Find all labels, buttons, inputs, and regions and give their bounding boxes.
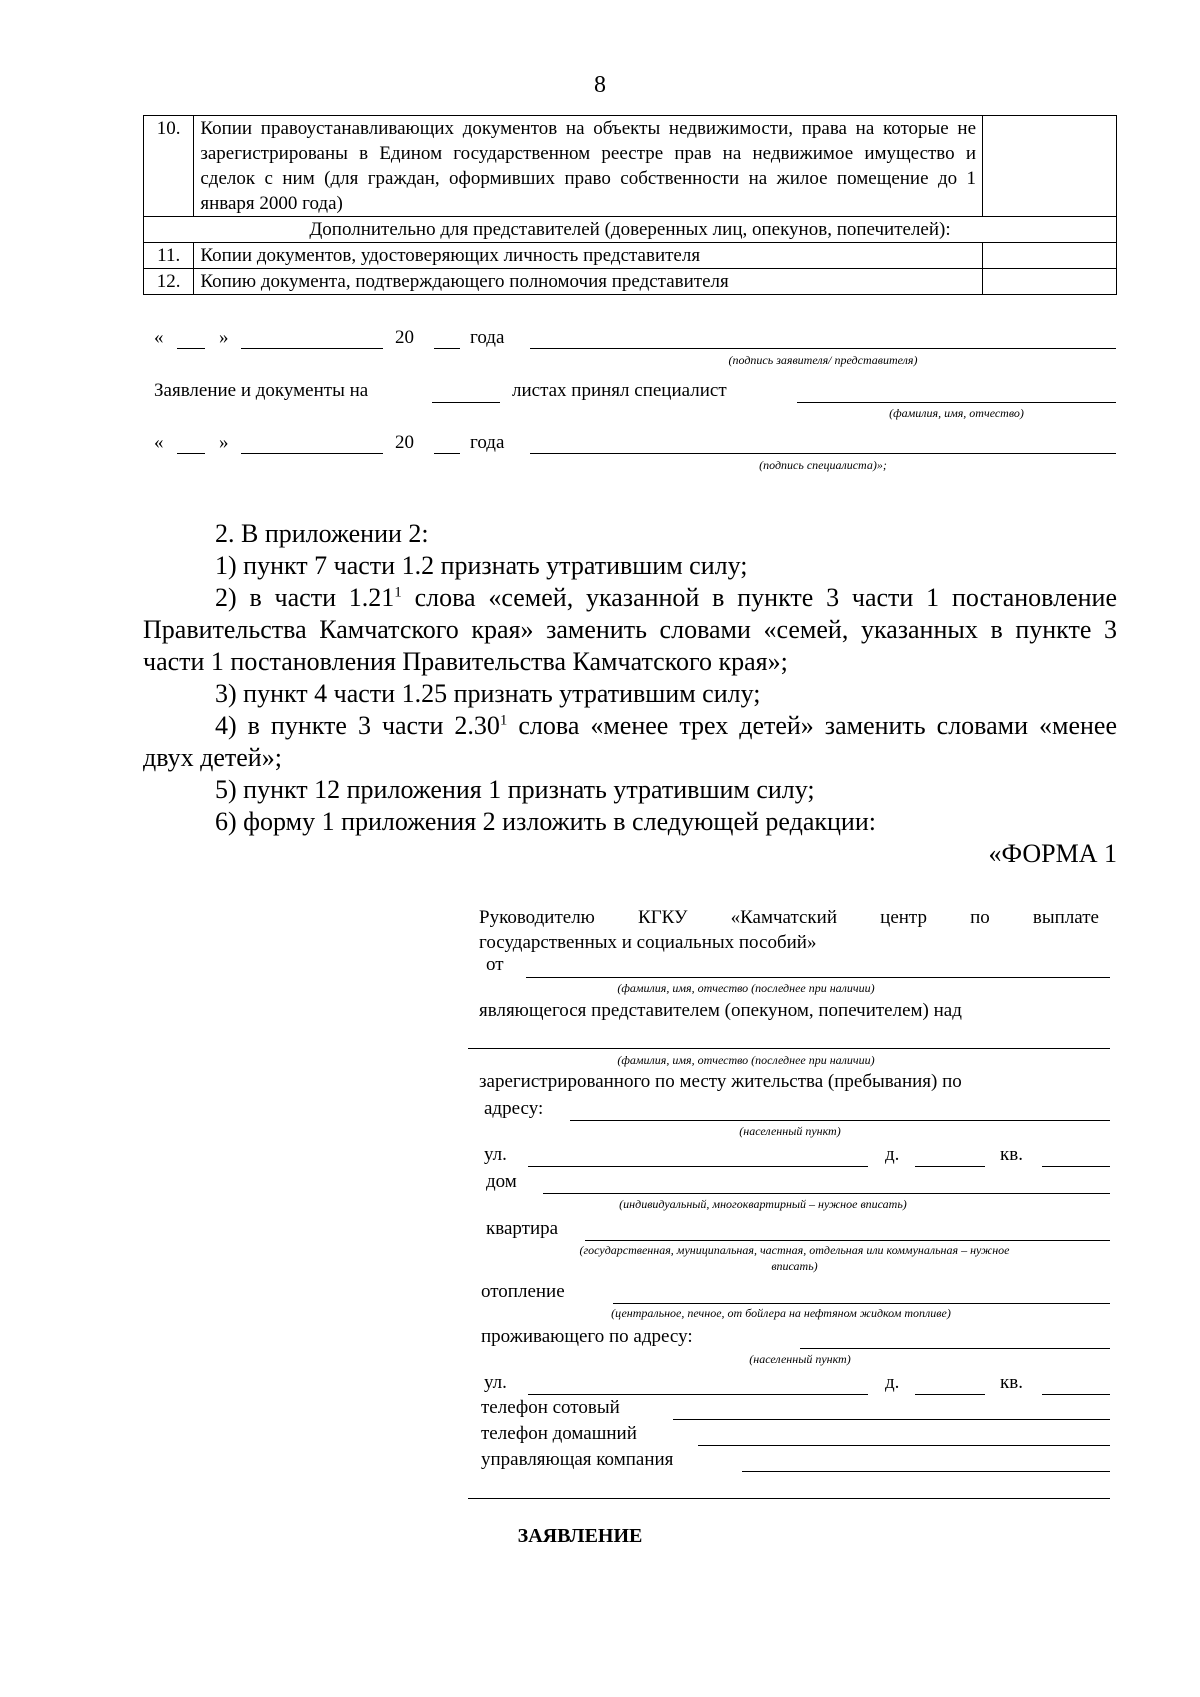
addressee-line: государственных и социальных пособий» [479, 932, 817, 953]
row-number: 10. [144, 116, 194, 217]
table-row [144, 243, 1117, 269]
house-number-label: д. [885, 1144, 900, 1165]
living-at-label: проживающего по адресу: [481, 1326, 693, 1347]
open-quote: « [154, 432, 164, 453]
year-word: года [470, 432, 505, 453]
page-number: 8 [594, 72, 606, 98]
caption-apartment-type: вписать) [771, 1259, 818, 1273]
accepted-text-2: листах принял специалист [512, 380, 727, 401]
row-text: Копии документов, удостоверяющих личность представителя [194, 243, 983, 269]
year-word: года [470, 327, 505, 348]
row-text: Копии правоустанавливающих документов на объекты недвижимости, права на которые не зарегистрированы в Едином государственном реестре прав на недвижимое имущество и сделок с ним (для граждан, оформивших право собственности на жилое помещение до 1 января 2000 года) [194, 116, 983, 217]
row-text: Копию документа, подтверждающего полномочия представителя [194, 269, 983, 295]
home-phone-label: телефон домашний [481, 1423, 637, 1444]
year-prefix: 20 [395, 327, 414, 348]
row-mark-cell [983, 116, 1117, 217]
caption-heating-type: (центральное, печное, от бойлера на нефтяном жидком топливе) [611, 1306, 951, 1320]
house-label: дом [486, 1171, 517, 1192]
close-quote: » [219, 432, 229, 453]
table-section-header [144, 217, 1117, 243]
row-number: 12. [144, 269, 194, 295]
row-number: 11. [144, 243, 194, 269]
registered-label: зарегистрированного по месту жительства (пребывания) по [479, 1071, 962, 1092]
statement-title: ЗАЯВЛЕНИЕ [517, 1525, 643, 1547]
caption-apartment-type: (государственная, муниципальная, частная, отдельная или коммунальная – нужное [579, 1243, 1010, 1257]
paragraph: 2. В приложении 2: [215, 519, 429, 548]
row-mark-cell [983, 243, 1117, 269]
caption-fio: (фамилия, имя, отчество (последнее при наличии) [617, 1053, 875, 1067]
caption-fio: (фамилия, имя, отчество (последнее при наличии) [617, 981, 875, 995]
table-row [144, 116, 1117, 217]
section-header-text: Дополнительно для представителей (доверенных лиц, опекунов, попечителей): [144, 217, 1117, 243]
table-row [144, 269, 1117, 295]
form-label: «ФОРМА 1 [988, 839, 1117, 868]
accepted-text-1: Заявление и документы на [154, 380, 369, 401]
paragraph: 5) пункт 12 приложения 1 признать утратившим силу; [215, 775, 815, 804]
amendment-text [143, 518, 1117, 870]
documents-table [143, 115, 1117, 295]
caption-specialist-signature: (подпись специалиста)»; [759, 458, 887, 472]
open-quote: « [154, 327, 164, 348]
apartment-number-label: кв. [1000, 1372, 1023, 1393]
street-label: ул. [484, 1372, 507, 1393]
form-addressee [479, 905, 1099, 955]
caption-locality: (населенный пункт) [749, 1352, 851, 1366]
caption-house-type: (индивидуальный, многоквартирный – нужное вписать) [619, 1197, 907, 1211]
paragraph: 3) пункт 4 части 1.25 признать утратившим силу; [215, 679, 761, 708]
paragraph: 4) в пункте 3 части 2.30$^1$ слова «менее трех детей» заменить словами «менее двух детей»; [143, 711, 1117, 772]
address-label: адресу: [484, 1098, 544, 1119]
from-label: от [486, 954, 504, 975]
caption-locality: (населенный пункт) [739, 1124, 841, 1138]
representative-label: являющегося представителем (опекуном, попечителем) над [479, 1000, 962, 1021]
paragraph: 6) форму 1 приложения 2 изложить в следующей редакции: [215, 807, 876, 836]
apartment-label: квартира [486, 1218, 559, 1239]
paragraph: 1) пункт 7 части 1.2 признать утратившим силу; [215, 551, 748, 580]
house-number-label: д. [885, 1372, 900, 1393]
street-label: ул. [484, 1144, 507, 1165]
row-mark-cell [983, 269, 1117, 295]
management-company-label: управляющая компания [481, 1449, 674, 1470]
year-prefix: 20 [395, 432, 414, 453]
addressee-line: Руководителю КГКУ «Камчатский центр по выплате [479, 907, 1099, 928]
mobile-phone-label: телефон сотовый [481, 1397, 620, 1418]
caption-applicant-signature: (подпись заявителя/ представителя) [728, 353, 918, 367]
caption-fio: (фамилия, имя, отчество) [889, 406, 1024, 420]
apartment-number-label: кв. [1000, 1144, 1023, 1165]
close-quote: » [219, 327, 229, 348]
paragraph: 2) в части 1.21$^1$ слова «семей, указанной в пункте 3 части 1 постановление Правительства Камчатского края» заменить словами «семей, указанных в пункте 3 части 1 постановления Правительства Камчатского края»; [143, 583, 1117, 676]
heating-label: отопление [481, 1281, 565, 1302]
